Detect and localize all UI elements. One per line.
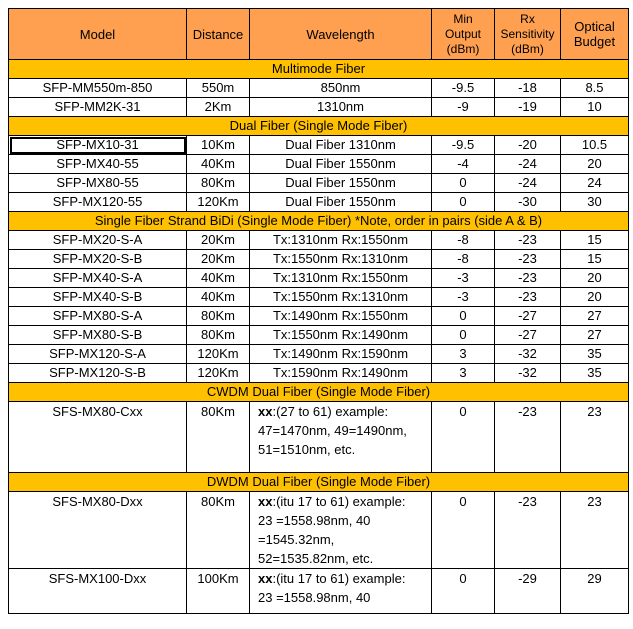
cell-optical-budget[interactable]: 15 (561, 231, 629, 250)
cell-optical-budget[interactable]: 23 (561, 492, 629, 569)
cell-model[interactable]: SFP-MX80-S-A (9, 307, 187, 326)
cell-model[interactable]: SFP-MX20-S-B (9, 250, 187, 269)
cell-rx-sensitivity[interactable]: -24 (495, 174, 561, 193)
table-row (9, 98, 629, 117)
table-row (9, 364, 629, 383)
table-row (9, 136, 629, 155)
cell-optical-budget[interactable]: 29 (561, 569, 629, 614)
header-distance[interactable]: Distance (187, 9, 250, 60)
cell-optical-budget[interactable]: 20 (561, 155, 629, 174)
cell-distance[interactable]: 100Km (187, 569, 250, 614)
cell-wavelength[interactable]: Tx:1550nm Rx:1310nm (250, 288, 432, 307)
table-row (9, 492, 629, 569)
table-row (9, 307, 629, 326)
section-cwdm[interactable]: CWDM Dual Fiber (Single Mode Fiber) (9, 383, 629, 402)
cell-model[interactable]: SFP-MX120-S-A (9, 345, 187, 364)
table-row (9, 174, 629, 193)
cell-min-output[interactable]: 3 (432, 345, 495, 364)
cell-optical-budget[interactable]: 30 (561, 193, 629, 212)
cell-min-output[interactable]: 0 (432, 569, 495, 614)
section-bidi[interactable]: Single Fiber Strand BiDi (Single Mode Fiber) *Note, order in pairs (side A & B) (9, 212, 629, 231)
table-row (9, 79, 629, 98)
cell-distance[interactable]: 120Km (187, 193, 250, 212)
table-row (9, 155, 629, 174)
cell-min-output[interactable]: 0 (432, 326, 495, 345)
header-optical-budget[interactable]: Optical Budget (561, 9, 629, 60)
cell-optical-budget[interactable]: 23 (561, 402, 629, 473)
cell-rx-sensitivity[interactable]: -23 (495, 402, 561, 473)
cell-wavelength[interactable] (250, 492, 432, 569)
cell-rx-sensitivity[interactable]: -32 (495, 364, 561, 383)
cell-min-output[interactable]: 0 (432, 193, 495, 212)
cell-optical-budget[interactable]: 15 (561, 250, 629, 269)
table-row (9, 231, 629, 250)
cell-min-output[interactable]: 0 (432, 492, 495, 569)
cell-distance[interactable]: 80Km (187, 402, 250, 473)
table-row (9, 345, 629, 364)
wavelength-code: xx (258, 404, 273, 419)
wavelength-code: xx (258, 494, 273, 509)
cell-min-output[interactable]: -9.5 (432, 136, 495, 155)
wavelength-text: :(itu 17 to 61) example: 23 =1558.98nm, 40 =1545.32nm, 52=1535.82nm, etc. (258, 494, 406, 566)
cell-wavelength[interactable]: Dual Fiber 1310nm (250, 136, 432, 155)
cell-distance[interactable]: 20Km (187, 231, 250, 250)
table-row (9, 326, 629, 345)
cell-rx-sensitivity[interactable]: -24 (495, 155, 561, 174)
cell-distance[interactable]: 550m (187, 79, 250, 98)
cell-wavelength[interactable]: Tx:1590nm Rx:1490nm (250, 364, 432, 383)
cell-distance[interactable]: 80Km (187, 492, 250, 569)
cell-model[interactable]: SFS-MX80-Dxx (9, 492, 187, 569)
cell-distance[interactable]: 40Km (187, 269, 250, 288)
cell-min-output[interactable]: 3 (432, 364, 495, 383)
header-model[interactable]: Model (9, 9, 187, 60)
cell-rx-sensitivity[interactable]: -30 (495, 193, 561, 212)
cell-wavelength[interactable] (250, 569, 432, 614)
cell-min-output[interactable]: -8 (432, 231, 495, 250)
cell-rx-sensitivity[interactable]: -29 (495, 569, 561, 614)
section-multimode[interactable]: Multimode Fiber (9, 60, 629, 79)
cell-rx-sensitivity[interactable]: -27 (495, 307, 561, 326)
cell-model[interactable]: SFP-MX120-55 (9, 193, 187, 212)
cell-rx-sensitivity[interactable]: -32 (495, 345, 561, 364)
cell-model[interactable]: SFP-MX80-55 (9, 174, 187, 193)
cell-min-output[interactable]: -3 (432, 288, 495, 307)
wavelength-code: xx (258, 571, 273, 586)
table-row (9, 269, 629, 288)
cell-min-output[interactable]: 0 (432, 174, 495, 193)
cell-distance[interactable]: 80Km (187, 326, 250, 345)
cell-wavelength[interactable]: Tx:1550nm Rx:1310nm (250, 250, 432, 269)
cell-distance[interactable]: 40Km (187, 155, 250, 174)
cell-wavelength[interactable]: Dual Fiber 1550nm (250, 193, 432, 212)
cell-model[interactable]: SFS-MX80-Cxx (9, 402, 187, 473)
cell-wavelength[interactable]: Tx:1550nm Rx:1490nm (250, 326, 432, 345)
cell-rx-sensitivity[interactable]: -23 (495, 250, 561, 269)
cell-optical-budget[interactable]: 20 (561, 288, 629, 307)
cell-optical-budget[interactable]: 8.5 (561, 79, 629, 98)
cell-distance[interactable]: 10Km (187, 136, 250, 155)
cell-rx-sensitivity[interactable]: -18 (495, 79, 561, 98)
table-row (9, 288, 629, 307)
cell-distance[interactable]: 80Km (187, 307, 250, 326)
cell-rx-sensitivity[interactable]: -20 (495, 136, 561, 155)
spec-table (8, 8, 629, 614)
cell-rx-sensitivity[interactable]: -19 (495, 98, 561, 117)
cell-model[interactable]: SFP-MX80-S-B (9, 326, 187, 345)
cell-rx-sensitivity[interactable]: -27 (495, 326, 561, 345)
cell-distance[interactable]: 40Km (187, 288, 250, 307)
wavelength-text: :(27 to 61) example: 47=1470nm, 49=1490nm, 51=1510nm, etc. (258, 404, 407, 457)
cell-distance[interactable]: 20Km (187, 250, 250, 269)
cell-min-output[interactable]: 0 (432, 307, 495, 326)
cell-model[interactable]: SFP-MM550m-850 (9, 79, 187, 98)
cell-wavelength[interactable]: Dual Fiber 1550nm (250, 155, 432, 174)
cell-model[interactable]: SFS-MX100-Dxx (9, 569, 187, 614)
cell-optical-budget[interactable]: 10 (561, 98, 629, 117)
cell-distance[interactable]: 80Km (187, 174, 250, 193)
cell-wavelength[interactable]: Tx:1490nm Rx:1590nm (250, 345, 432, 364)
cell-rx-sensitivity[interactable]: -23 (495, 269, 561, 288)
cell-optical-budget[interactable]: 27 (561, 307, 629, 326)
header-wavelength[interactable]: Wavelength (250, 9, 432, 60)
cell-min-output[interactable]: -9 (432, 98, 495, 117)
cell-model[interactable]: SFP-MX40-S-B (9, 288, 187, 307)
cell-wavelength[interactable]: Dual Fiber 1550nm (250, 174, 432, 193)
cell-optical-budget[interactable]: 20 (561, 269, 629, 288)
cell-model-selected[interactable]: SFP-MX10-31 (9, 136, 187, 155)
cell-optical-budget[interactable]: 27 (561, 326, 629, 345)
cell-optical-budget[interactable]: 10.5 (561, 136, 629, 155)
section-dwdm[interactable]: DWDM Dual Fiber (Single Mode Fiber) (9, 473, 629, 492)
header-min-output[interactable]: Min Output (dBm) (432, 9, 495, 60)
cell-model[interactable]: SFP-MM2K-31 (9, 98, 187, 117)
cell-min-output[interactable]: -3 (432, 269, 495, 288)
cell-min-output[interactable]: -9.5 (432, 79, 495, 98)
cell-distance[interactable]: 2Km (187, 98, 250, 117)
cell-optical-budget[interactable]: 35 (561, 364, 629, 383)
cell-min-output[interactable]: -8 (432, 250, 495, 269)
cell-wavelength[interactable]: 850nm (250, 79, 432, 98)
cell-wavelength[interactable]: Tx:1310nm Rx:1550nm (250, 231, 432, 250)
section-dual-fiber[interactable]: Dual Fiber (Single Mode Fiber) (9, 117, 629, 136)
table-row (9, 402, 629, 473)
cell-rx-sensitivity[interactable]: -23 (495, 492, 561, 569)
cell-model[interactable]: SFP-MX40-S-A (9, 269, 187, 288)
cell-wavelength[interactable]: Tx:1310nm Rx:1550nm (250, 269, 432, 288)
header-row (9, 9, 629, 60)
cell-min-output[interactable]: -4 (432, 155, 495, 174)
cell-distance[interactable]: 120Km (187, 345, 250, 364)
cell-wavelength[interactable] (250, 402, 432, 473)
table-row (9, 193, 629, 212)
wavelength-text: :(itu 17 to 61) example: 23 =1558.98nm, 40 (258, 571, 406, 605)
cell-model[interactable]: SFP-MX20-S-A (9, 231, 187, 250)
table-row (9, 250, 629, 269)
cell-model[interactable]: SFP-MX40-55 (9, 155, 187, 174)
cell-wavelength[interactable]: Tx:1490nm Rx:1550nm (250, 307, 432, 326)
cell-wavelength[interactable]: 1310nm (250, 98, 432, 117)
cell-optical-budget[interactable]: 24 (561, 174, 629, 193)
cell-distance[interactable]: 120Km (187, 364, 250, 383)
cell-min-output[interactable]: 0 (432, 402, 495, 473)
header-rx-sensitivity[interactable]: Rx Sensitivity (dBm) (495, 9, 561, 60)
cell-optical-budget[interactable]: 35 (561, 345, 629, 364)
cell-rx-sensitivity[interactable]: -23 (495, 288, 561, 307)
cell-rx-sensitivity[interactable]: -23 (495, 231, 561, 250)
cell-model[interactable]: SFP-MX120-S-B (9, 364, 187, 383)
table-row (9, 569, 629, 614)
